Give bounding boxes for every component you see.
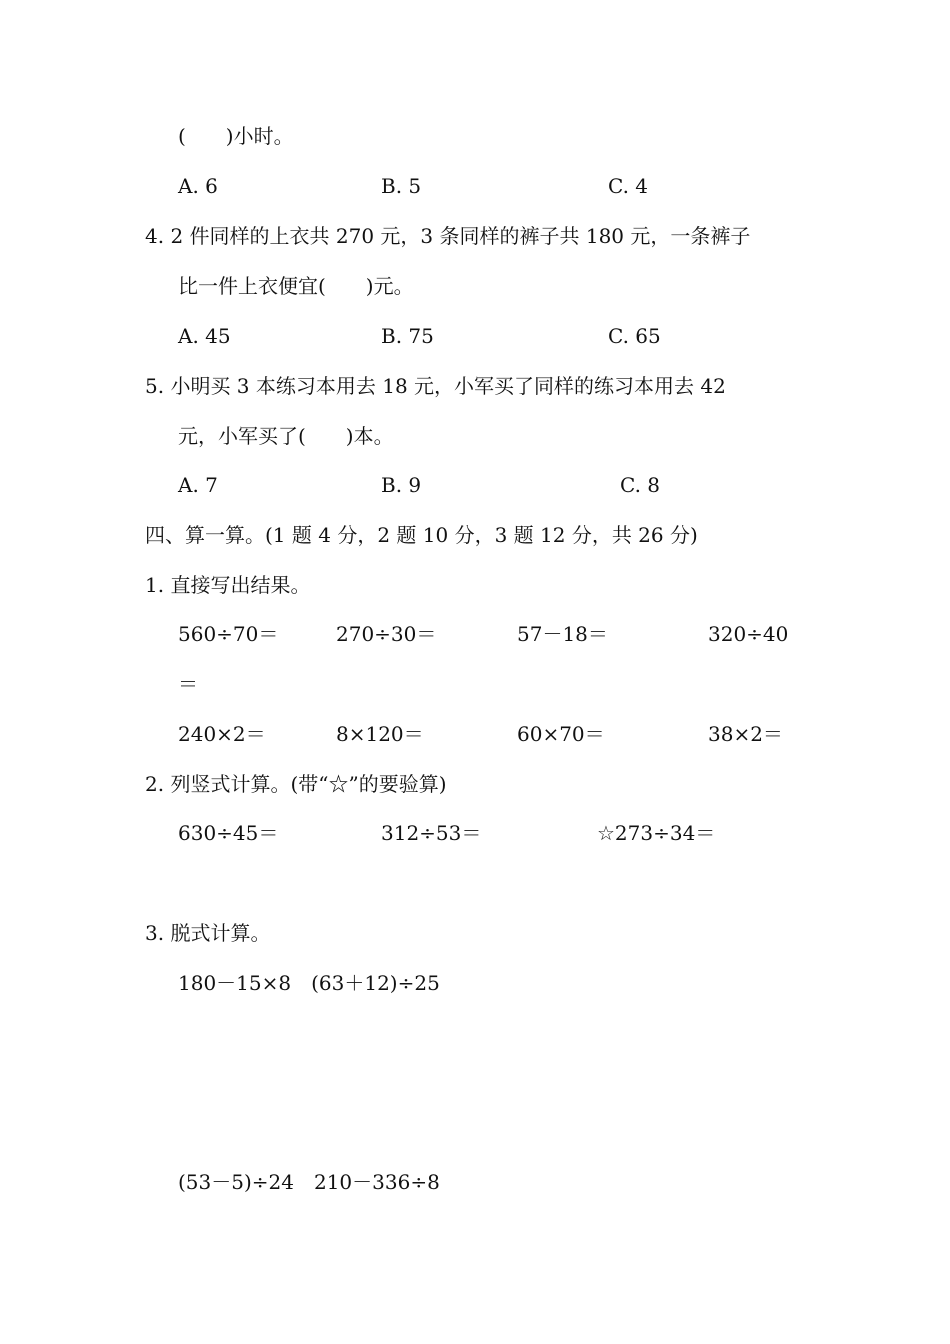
q4-stem-line2: 比一件上衣便宜( )元。: [178, 274, 414, 298]
q5-stem-line2: 元，小军买了( )本。: [178, 424, 394, 448]
vertical-calc-item-starred: ☆273÷34＝: [597, 821, 716, 845]
part3-title: 3. 脱式计算。: [145, 921, 271, 945]
q5-option-c: C. 8: [620, 473, 661, 497]
stepwise-calc-row: 180－15×8 (63＋12)÷25: [178, 971, 440, 995]
q5-option-b: B. 9: [381, 473, 422, 497]
part2-title: 2. 列竖式计算。(带“☆”的要验算): [145, 772, 447, 796]
q3-option-c: C. 4: [608, 174, 649, 198]
oral-calc-item: 38×2＝: [708, 722, 783, 746]
oral-calc-wrap: ＝: [178, 672, 198, 696]
oral-calc-item: 240×2＝: [178, 722, 266, 746]
vertical-calc-item: 312÷53＝: [381, 821, 482, 845]
q4-stem-line1: 4. 2 件同样的上衣共 270 元，3 条同样的裤子共 180 元，一条裤子: [145, 224, 751, 248]
oral-calc-item: 560÷70＝: [178, 622, 279, 646]
vertical-calc-item: 630÷45＝: [178, 821, 279, 845]
oral-calc-item: 320÷40: [708, 622, 789, 646]
oral-calc-item: 8×120＝: [336, 722, 424, 746]
oral-calc-item: 270÷30＝: [336, 622, 437, 646]
q3-option-b: B. 5: [381, 174, 422, 198]
q4-option-c: C. 65: [608, 324, 661, 348]
stepwise-calc-row: (53－5)÷24 210－336÷8: [178, 1170, 440, 1194]
oral-calc-item: 60×70＝: [517, 722, 605, 746]
q5-option-a: A. 7: [178, 473, 218, 497]
section4-title: 四、算一算。(1 题 4 分，2 题 10 分，3 题 12 分，共 26 分): [145, 523, 698, 547]
part1-title: 1. 直接写出结果。: [145, 573, 311, 597]
oral-calc-item: 57－18＝: [517, 622, 608, 646]
q4-option-b: B. 75: [381, 324, 434, 348]
q3-option-a: A. 6: [178, 174, 218, 198]
q5-stem-line1: 5. 小明买 3 本练习本用去 18 元，小军买了同样的练习本用去 42: [145, 374, 726, 398]
q4-option-a: A. 45: [178, 324, 231, 348]
q3-stem-continuation: ( )小时。: [178, 124, 294, 148]
